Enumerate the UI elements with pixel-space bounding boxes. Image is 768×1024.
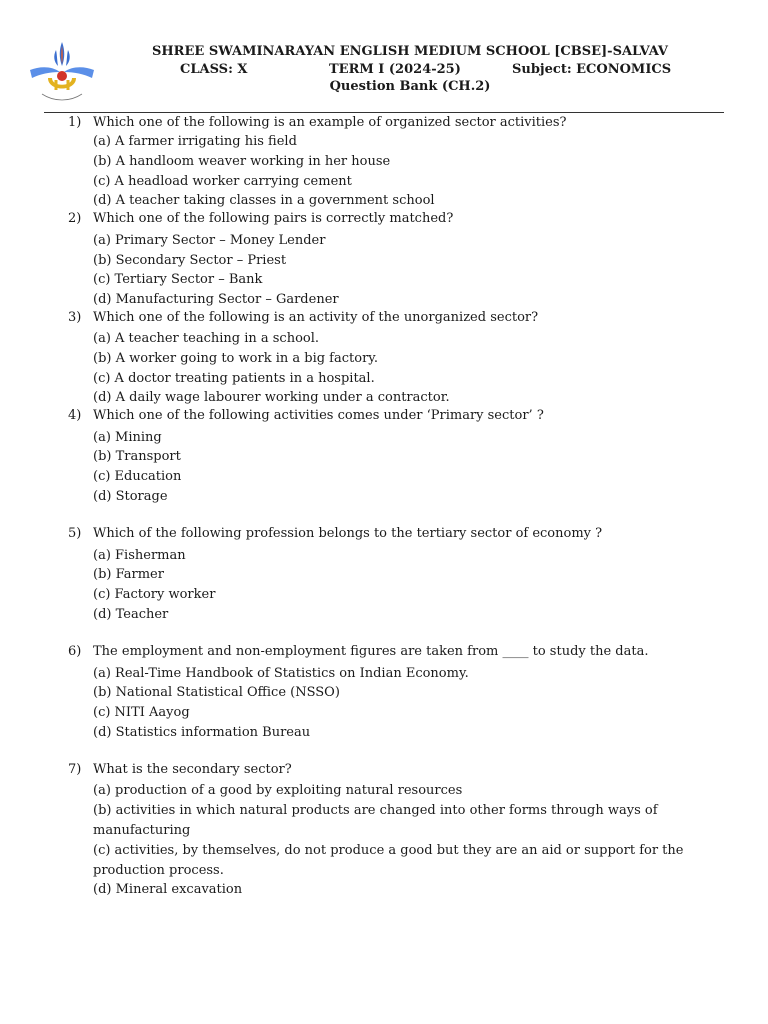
- option: (d) Mineral excavation: [93, 882, 243, 897]
- option: (d) A teacher taking classes in a government school: [93, 193, 435, 208]
- option: (c) Factory worker: [93, 587, 216, 602]
- term-label: TERM I (2024-25): [329, 62, 461, 77]
- option: (a) Primary Sector – Money Lender: [93, 233, 326, 248]
- option: (c) NITI Aayog: [93, 705, 190, 720]
- page-title: Question Bank (CH.2): [329, 79, 491, 94]
- option: (d) Statistics information Bureau: [93, 725, 311, 740]
- option: (c) Tertiary Sector – Bank: [93, 272, 263, 287]
- option: (b) Transport: [93, 449, 181, 464]
- header-divider: [44, 112, 724, 113]
- question-text: Which one of the following pairs is correctly matched?: [93, 211, 454, 226]
- question-number: 5): [68, 526, 82, 541]
- option: (a) A farmer irrigating his field: [93, 134, 297, 149]
- question-number: 6): [68, 644, 82, 659]
- option: (a) production of a good by exploiting natural resources: [93, 783, 463, 798]
- class-label: CLASS: X: [180, 62, 248, 77]
- question-text: Which of the following profession belongs to the tertiary sector of economy ?: [93, 526, 603, 541]
- question-text: The employment and non-employment figures are taken from ____ to study the data.: [93, 644, 649, 659]
- option: (d) Storage: [93, 489, 168, 504]
- question-text: Which one of the following activities comes under ‘Primary sector’ ?: [93, 408, 544, 423]
- option: (b) A handloom weaver working in her house: [93, 154, 391, 169]
- option: (d) Manufacturing Sector – Gardener: [93, 292, 339, 307]
- option: (b) activities in which natural products are changed into other forms through ways of manufacturing: [93, 803, 658, 838]
- question-text: Which one of the following is an example of organized sector activities?: [93, 115, 567, 130]
- question-number: 4): [68, 408, 82, 423]
- option: (a) A teacher teaching in a school.: [93, 331, 320, 346]
- subject-label: Subject: ECONOMICS: [512, 62, 672, 77]
- question-text: Which one of the following is an activity of the unorganized sector?: [93, 310, 539, 325]
- option: (b) Secondary Sector – Priest: [93, 253, 287, 268]
- option: (a) Fisherman: [93, 548, 186, 563]
- option: (b) A worker going to work in a big factory.: [93, 351, 379, 366]
- question-number: 7): [68, 762, 82, 777]
- option: (b) National Statistical Office (NSSO): [93, 685, 340, 700]
- option: (d) A daily wage labourer working under a contractor.: [93, 390, 450, 405]
- question-text: What is the secondary sector?: [93, 762, 292, 777]
- option: (c) activities, by themselves, do not produce a good but they are an aid or support for the production process.: [93, 843, 684, 878]
- option: (a) Real-Time Handbook of Statistics on Indian Economy.: [93, 666, 469, 681]
- option: (d) Teacher: [93, 607, 169, 622]
- option: (b) Farmer: [93, 567, 164, 582]
- option: (a) Mining: [93, 430, 162, 445]
- question-number: 1): [68, 115, 82, 130]
- option: (c) Education: [93, 469, 182, 484]
- option: (c) A doctor treating patients in a hospital.: [93, 371, 375, 386]
- question-number: 3): [68, 310, 82, 325]
- option: (c) A headload worker carrying cement: [93, 174, 352, 189]
- school-name: SHREE SWAMINARAYAN ENGLISH MEDIUM SCHOOL [CBSE]-SALVAV: [152, 44, 668, 59]
- school-logo: [26, 36, 98, 108]
- question-number: 2): [68, 211, 82, 226]
